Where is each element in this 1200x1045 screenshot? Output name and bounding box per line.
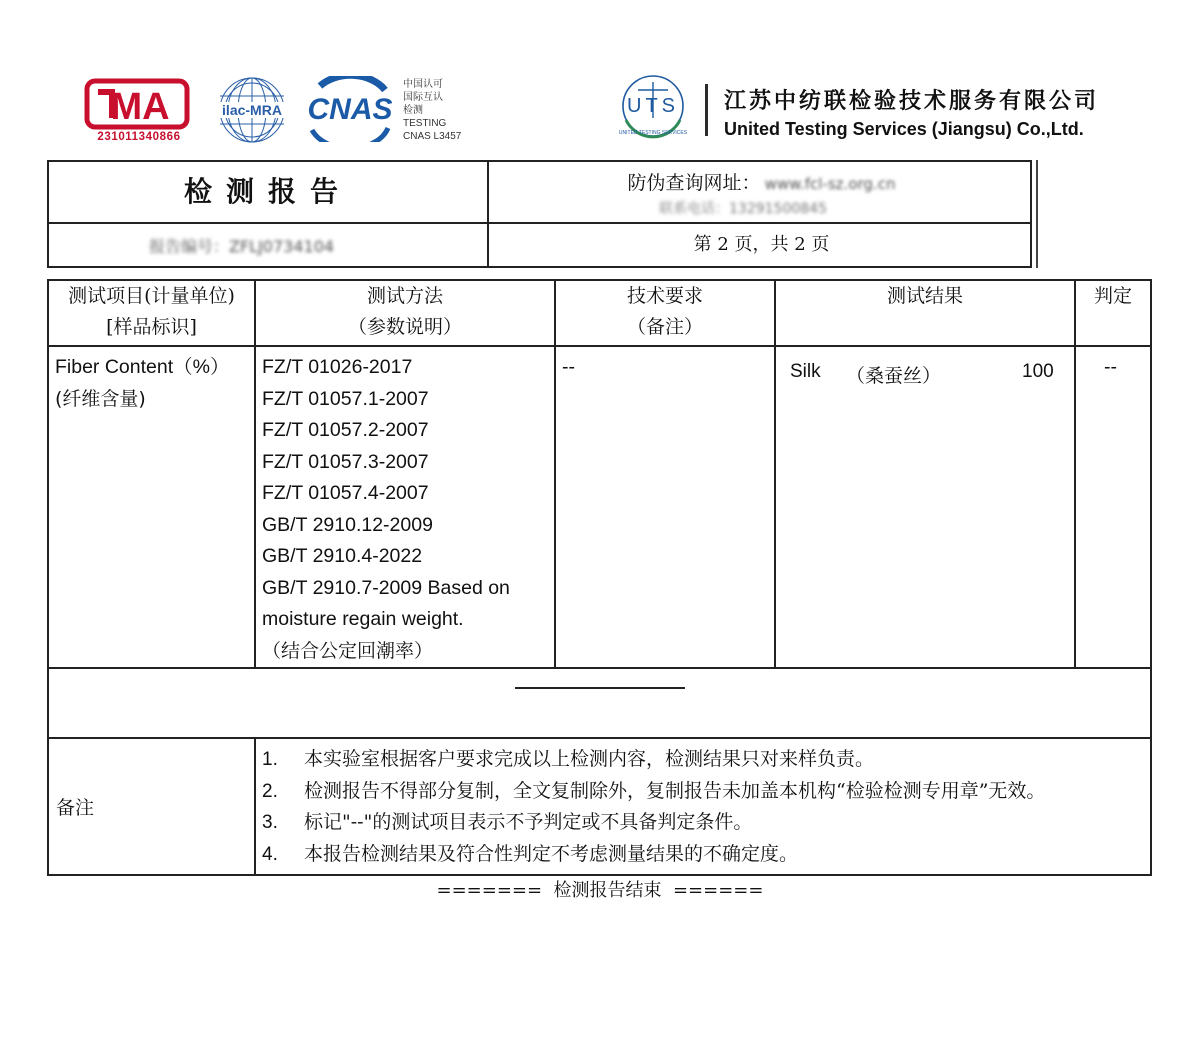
cnas-accreditation-text: 中国认可 国际互认 检测 TESTING CNAS L3457 <box>403 79 462 142</box>
cnas-logo <box>300 76 400 142</box>
separator-cell <box>48 668 1151 738</box>
remarks-label: 备注 <box>56 797 95 819</box>
ilac-text: ilac-MRA <box>222 102 282 118</box>
result-fiber-cn: （桑蚕丝） <box>846 366 942 387</box>
remarks-row <box>48 738 1151 875</box>
cell-result <box>775 346 1075 668</box>
header-test-result: 测试结果 <box>775 280 1075 346</box>
separator-row <box>48 668 1151 738</box>
method-line: （结合公定回潮率） <box>262 639 434 662</box>
remarks-list-cell <box>255 738 1151 875</box>
report-title: 检测报告 <box>183 175 352 208</box>
method-line: moisture regain weight. <box>262 608 464 630</box>
result-value: 100 <box>1022 361 1054 382</box>
cell-verdict: -- <box>1075 346 1151 668</box>
header-test-item: 测试项目(计量单位) [样品标识] <box>48 280 255 346</box>
cell-test-item: Fiber Content（%） (纤维含量) <box>48 346 255 668</box>
uts-logo <box>616 74 690 144</box>
method-line: FZ/T 01057.4-2007 <box>262 482 429 504</box>
remark-item: 4. 本报告检测结果及符合性判定不考虑测量结果的不确定度。 <box>262 842 799 865</box>
method-line: FZ/T 01026-2017 <box>262 356 413 378</box>
report-end-text: ======= 检测报告结束 ====== <box>436 880 764 901</box>
test-results-table <box>47 279 1152 876</box>
remark-item: 3. 标记"--"的测试项目表示不予判定或不具备判定条件。 <box>262 811 753 833</box>
cell-requirement: -- <box>555 346 775 668</box>
method-line: GB/T 2910.4-2022 <box>262 545 423 567</box>
cell-test-methods <box>255 346 555 668</box>
logo-divider <box>705 84 708 136</box>
method-line: FZ/T 01057.3-2007 <box>262 450 429 473</box>
method-line: FZ/T 01057.1-2007 <box>262 387 429 410</box>
report-info-box <box>47 160 1032 268</box>
remark-item: 2. 检测报告不得部分复制，全文复制除外，复制报告未加盖本机构“检验检测专用章”无效。 <box>262 779 1046 802</box>
uts-text: UTS <box>627 95 679 117</box>
header-requirement: 技术要求 （备注） <box>555 280 775 346</box>
report-number: 报告编号：ZFLJ0734104 <box>149 237 335 256</box>
cma-number: 231011340866 <box>97 131 181 143</box>
uts-ring-text: UNITED TESTING SERVICES <box>618 130 688 136</box>
method-line: FZ/T 01057.2-2007 <box>262 419 429 441</box>
info-box-edge <box>1036 160 1038 268</box>
company-name-cn: 江苏中纺联检验技术服务有限公司 <box>724 89 1100 114</box>
page-indicator: 第 2 页，共 2 页 <box>693 234 830 255</box>
header-verdict: 判定 <box>1075 280 1151 346</box>
method-line: GB/T 2910.7-2009 Based on <box>262 576 510 599</box>
ilac-mra-logo <box>212 74 292 146</box>
separator-line <box>515 687 685 689</box>
anti-counterfeit-query <box>489 168 1034 195</box>
query-label: 防伪查询网址： <box>627 172 761 194</box>
cnas-text: CNAS <box>307 93 393 126</box>
method-line: GB/T 2910.12-2009 <box>262 513 433 536</box>
header-test-method: 测试方法 （参数说明） <box>255 280 555 346</box>
remark-item: 1. 本实验室根据客户要求完成以上检测内容，检测结果只对来样负责。 <box>262 748 875 770</box>
cma-logo <box>84 78 190 130</box>
remarks-label-cell <box>48 738 255 875</box>
table-header-row <box>48 280 1151 346</box>
table-row <box>48 346 1151 668</box>
result-fiber: Silk <box>790 361 821 382</box>
contact-tel: 联系电话：13291500845 <box>659 201 827 217</box>
cma-text: MA <box>110 86 170 128</box>
query-url: www.fcl-sz.org.cn <box>764 175 896 193</box>
company-name-en: United Testing Services (Jiangsu) Co.,Ltd. <box>724 119 1084 139</box>
